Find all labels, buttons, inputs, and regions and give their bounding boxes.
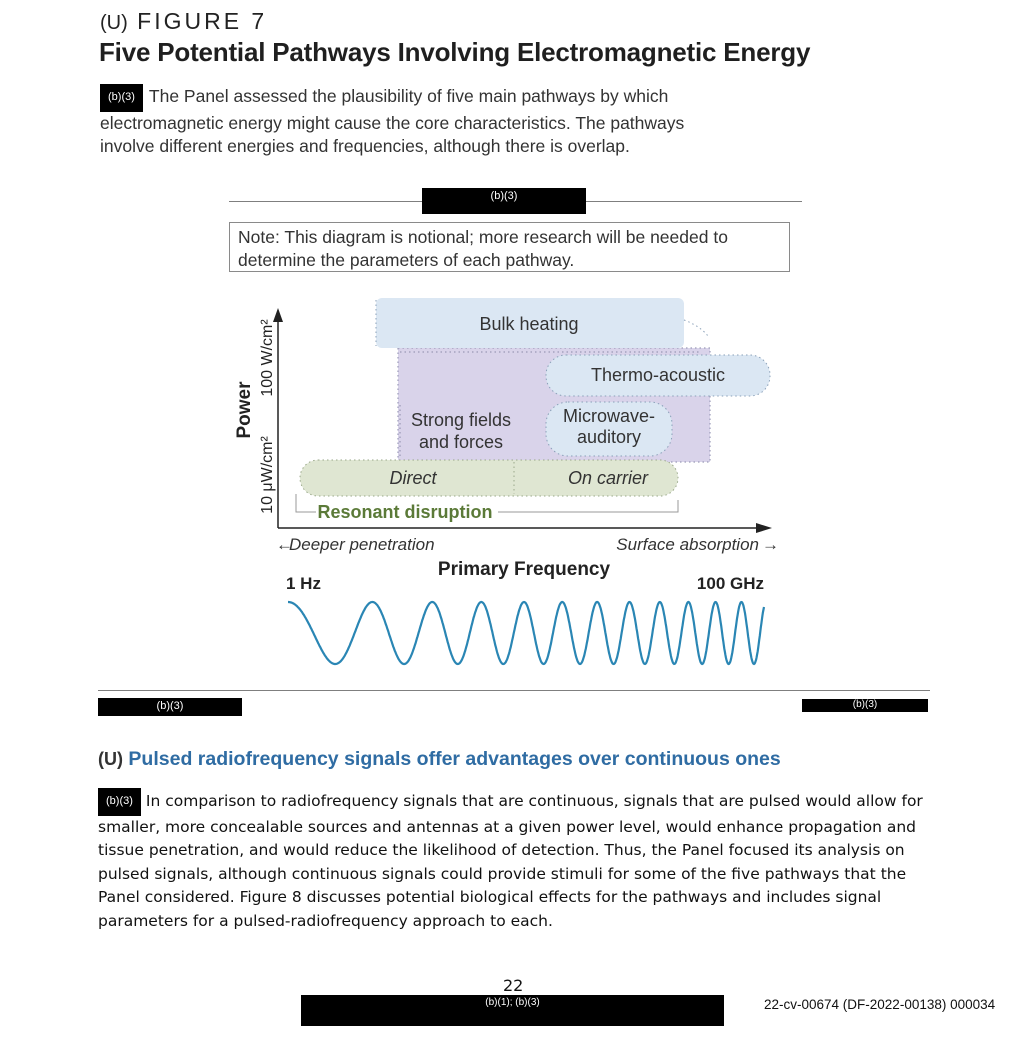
figure-title: Five Potential Pathways Involving Electromagnetic Energy	[99, 37, 811, 67]
section-heading-text: Pulsed radiofrequency signals offer advantages over continuous ones	[128, 748, 781, 770]
microwave-auditory-label-2: auditory	[576, 427, 642, 447]
diagram-top-redaction: (b)(3)	[422, 188, 586, 214]
y-tick-high: 100 W/cm²	[259, 319, 276, 397]
x-right-note: Surface absorption	[616, 535, 759, 554]
strong-fields-label-2: and forces	[418, 432, 504, 452]
y-axis-title: Power	[234, 381, 255, 439]
on-carrier-label: On carrier	[567, 468, 649, 488]
bottom-left-redaction: (b)(3)	[98, 698, 242, 716]
body-text: In comparison to radiofrequency signals that are continuous, signals that are pulsed would allow for smaller, more concealable sources and antennas at a given power level, would enhance propagation and tissue penetration, and would reduce the likelihood of detection. Thus, the Panel focused its analysis on pulsed signals, although continuous signals could provide stimuli for some of the five pathways that the Panel considered. Figure 8 discusses potential biological effects for the pathways and includes signal parameters for a pulsed-radiofrequency approach to each.	[98, 792, 923, 930]
left-arrow-icon: ←	[276, 535, 293, 554]
intro-redaction: (b)(3)	[100, 84, 143, 112]
document-id: 22-cv-00674 (DF-2022-00138) 000034	[764, 997, 996, 1012]
body-redaction: (b)(3)	[98, 788, 141, 816]
right-arrow-icon: →	[762, 535, 779, 554]
frequency-wave	[288, 602, 764, 664]
diagram-note: Note: This diagram is notional; more research will be needed to determine the parameters of each pathway.	[229, 222, 790, 272]
freq-high-label: 100 GHz	[696, 574, 764, 593]
strong-fields-label-1: Strong fields	[410, 410, 512, 430]
microwave-auditory-label-1: Microwave-	[562, 406, 656, 426]
direct-label: Direct	[389, 468, 437, 488]
y-tick-low: 10 μW/cm²	[259, 436, 276, 514]
bulk-heating-label: Bulk heating	[479, 314, 579, 334]
bottom-right-redaction: (b)(3)	[802, 699, 928, 712]
footer-redaction: (b)(1); (b)(3)	[301, 995, 724, 1026]
thermo-acoustic-label: Thermo-acoustic	[590, 365, 726, 385]
x-axis-title: Primary Frequency	[437, 559, 611, 580]
intro-text: The Panel assessed the plausibility of five main pathways by which electromagnetic energy might cause the core characteristics. The pathways involve different energies and frequencies, although there is overlap.	[100, 86, 685, 156]
freq-low-label: 1 Hz	[286, 574, 321, 593]
page-number: 22	[503, 976, 524, 995]
section-heading	[98, 748, 781, 771]
x-left-note: Deeper penetration	[289, 535, 435, 554]
diagram-bottom-rule	[98, 690, 930, 691]
section-prefix: (U)	[98, 749, 123, 769]
figure-label-prefix: (U)	[100, 12, 128, 34]
figure-label-text: FIGURE 7	[137, 8, 268, 34]
body-paragraph	[98, 788, 948, 934]
resonant-disruption-label: Resonant disruption	[317, 502, 493, 522]
